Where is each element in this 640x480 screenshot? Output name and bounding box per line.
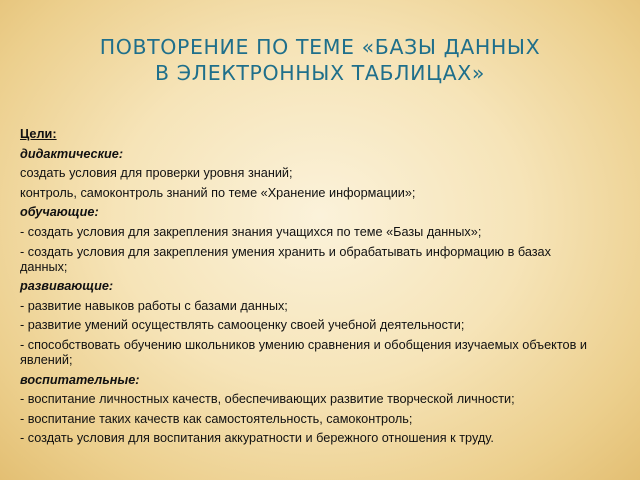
section-heading-didactic: дидактические: [20, 146, 124, 161]
section-heading-developing: развивающие: [20, 279, 114, 294]
goals-heading: Цели: [20, 127, 57, 141]
slide-title: ПОВТОРЕНИЕ ПО ТЕМЕ «БАЗЫ ДАННЫХ В ЭЛЕКТРОННЫХ ТАБЛИЦАХ» [99, 35, 541, 85]
list-item: - воспитание личностных качеств, обеспечивающих развитие творческой личности; [20, 392, 515, 407]
list-item: - создать условия для закрепления умения хранить и обрабатывать информацию в базах данных; [20, 244, 551, 274]
section-heading-educational: воспитательные: [20, 372, 140, 387]
list-item: - создать условия для закрепления знания учащихся по теме «Базы данных»; [20, 224, 482, 239]
list-item: - развитие навыков работы с базами данных; [20, 298, 288, 313]
list-item: создать условия для проверки уровня знаний; [20, 166, 293, 181]
list-item: - создать условия для воспитания аккуратности и бережного отношения к труду. [20, 431, 494, 446]
list-item: - способствовать обучению школьников умению сравнения и обобщения изучаемых объектов и явлений; [20, 337, 587, 367]
list-item: контроль, самоконтроль знаний по теме «Хранение информации»; [20, 185, 416, 200]
slide-content [20, 127, 592, 451]
list-item: - развитие умений осуществлять самооценку своей учебной деятельности; [20, 318, 465, 333]
section-heading-teaching: обучающие: [20, 205, 99, 220]
list-item: - воспитание таких качеств как самостоятельность, самоконтроль; [20, 411, 413, 426]
